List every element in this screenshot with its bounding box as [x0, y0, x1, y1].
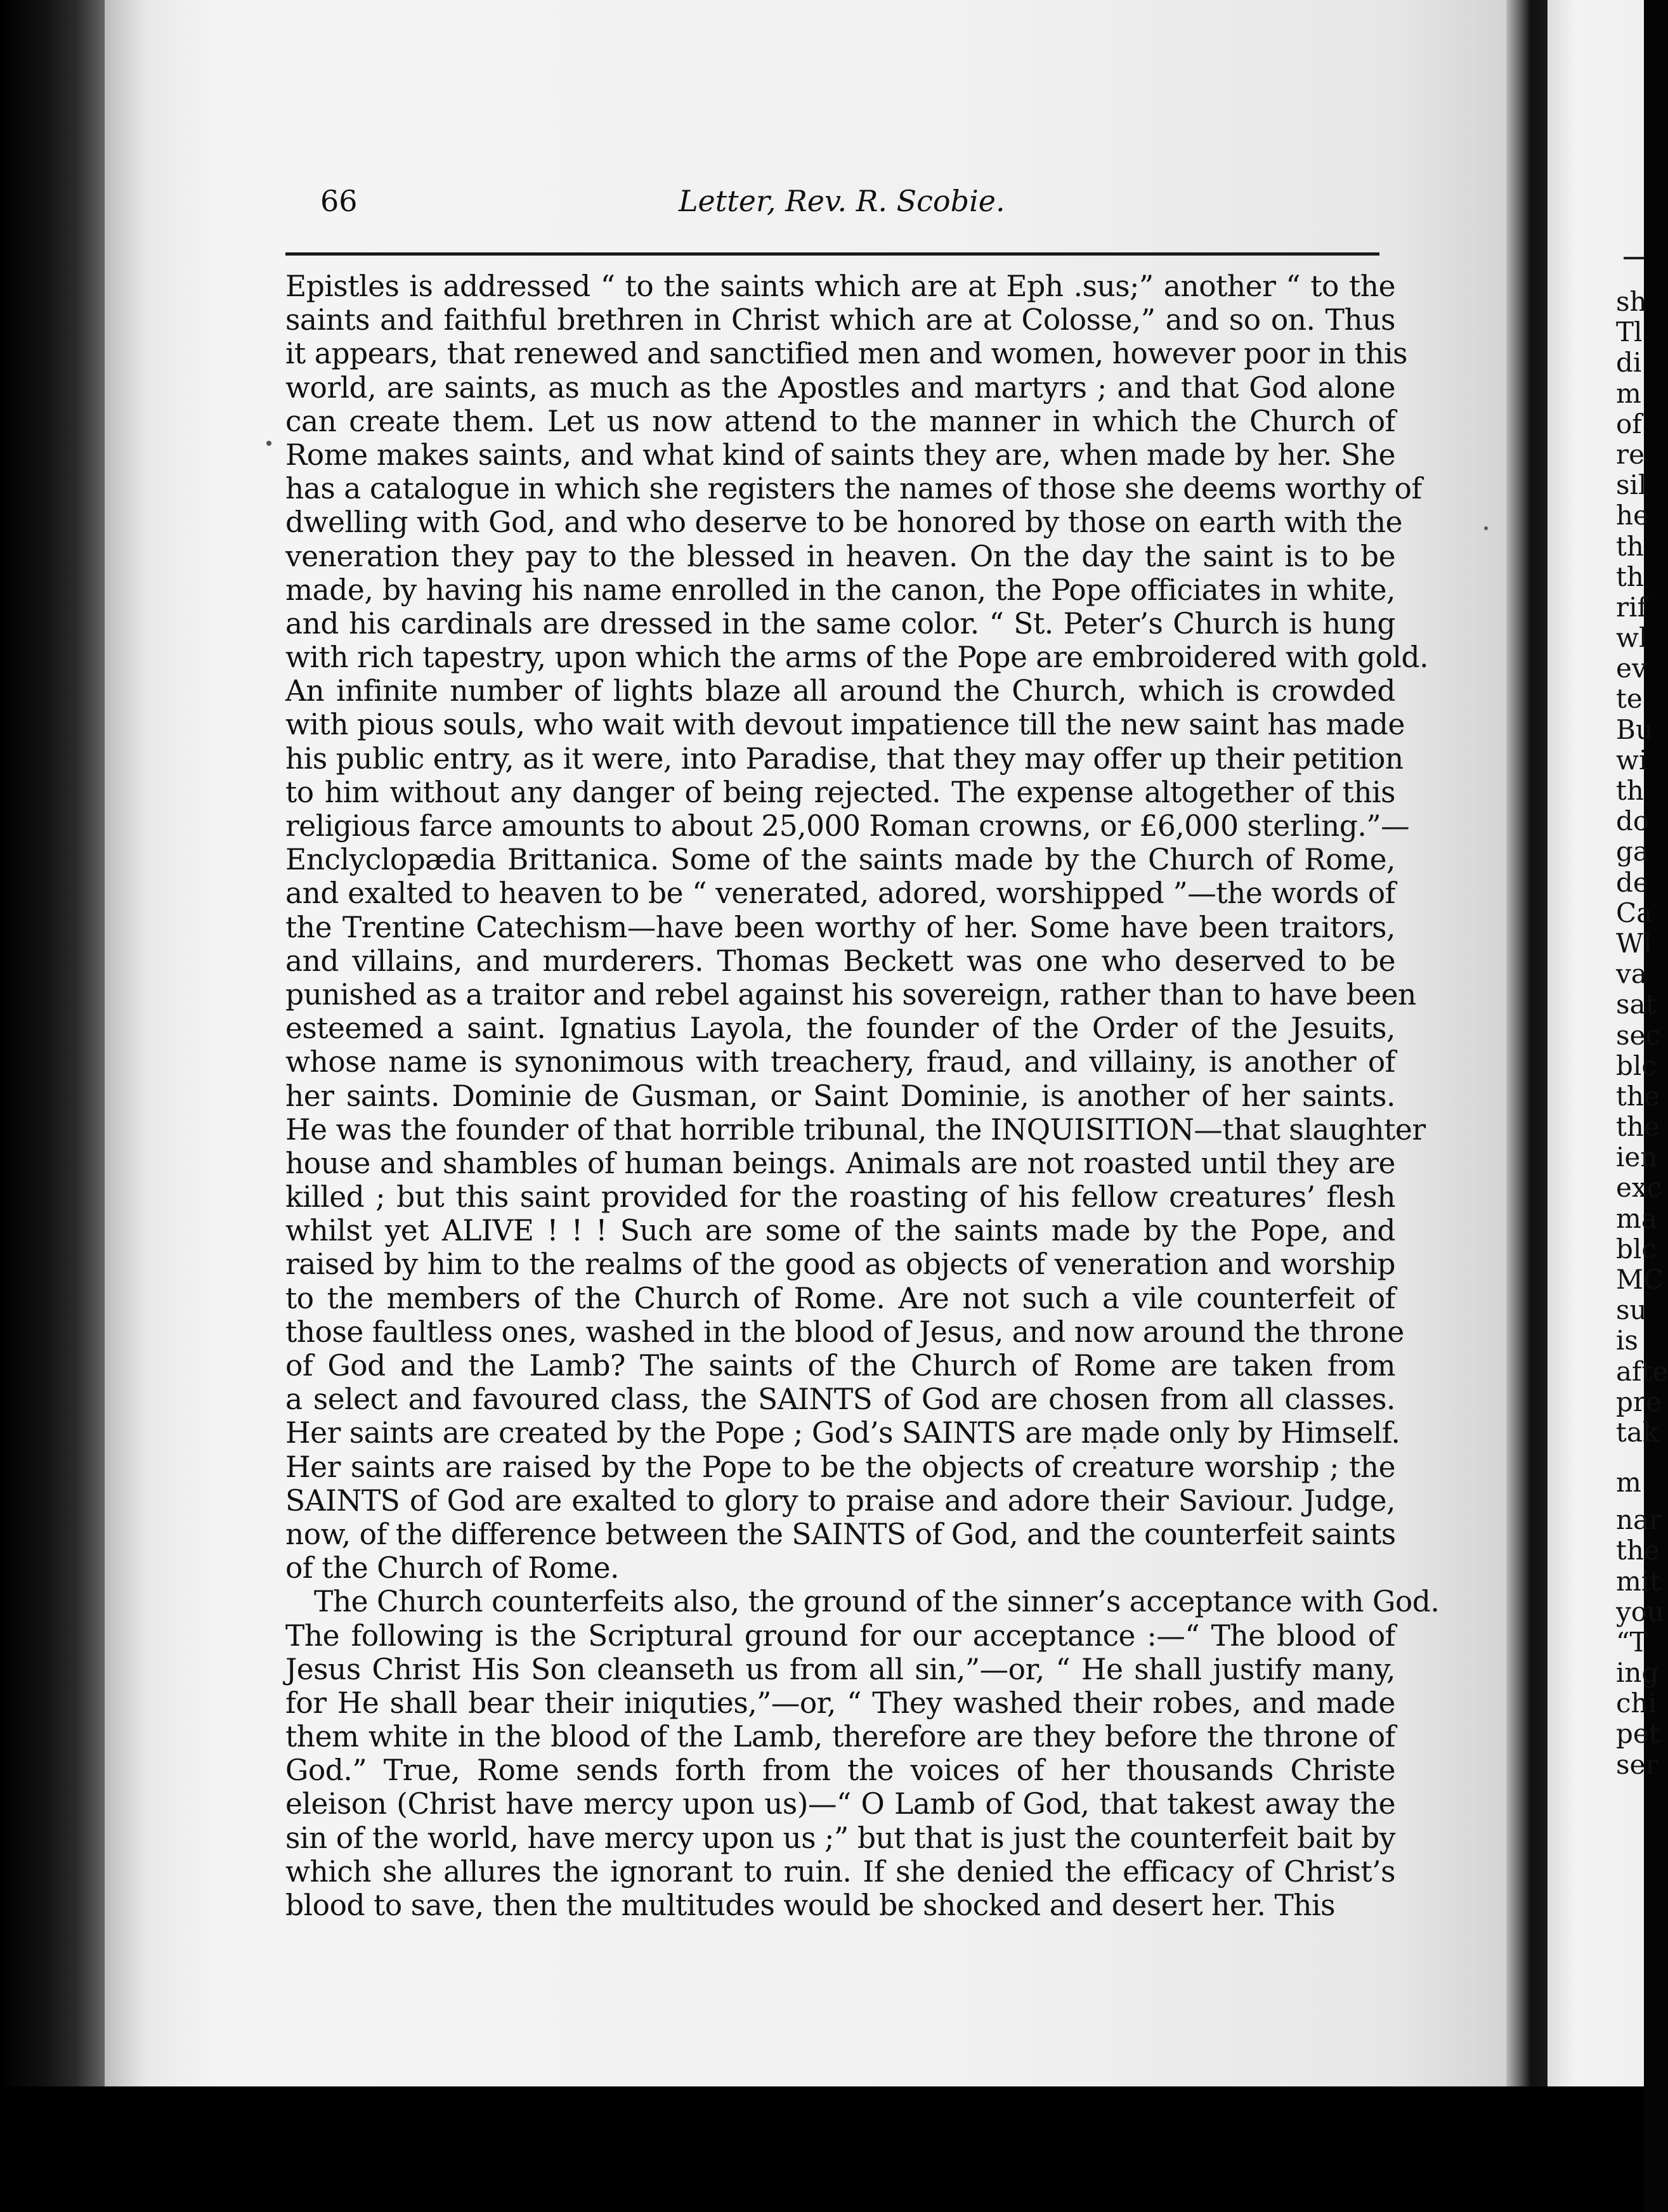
text-line: it appears, that renewed and sanctified men and women, however poor in this [285, 337, 1407, 371]
text-line: Enclyclopædia Brittanica. Some of the saints made by the Church of Rome, [285, 843, 1395, 877]
text-line: and exalted to heaven to be “ venerated, adored, worshipped ”—the words of [285, 876, 1395, 911]
facing-page-line: pre [1616, 1386, 1662, 1417]
text-line: them white in the blood of the Lamb, therefore are they before the throne of [285, 1720, 1395, 1754]
text-line: Epistles is addressed “ to the saints which are at Eph .sus;” another “ to the [285, 270, 1395, 303]
facing-page-line: de [1616, 866, 1649, 898]
facing-page-line: you [1616, 1596, 1665, 1627]
text-line: raised by him to the realms of the good as objects of veneration and worship [285, 1247, 1395, 1282]
text-line: which she allures the ignorant to ruin. If she denied the efficacy of Christ’s [285, 1854, 1395, 1889]
facing-page-line: afte [1616, 1355, 1668, 1387]
text-line: An infinite number of lights blaze all around the Church, which is crowded [285, 674, 1395, 708]
page-number: 66 [320, 184, 358, 218]
book-binding-gutter [1506, 0, 1551, 2086]
text-line: world, are saints, as much as the Apostles and martyrs ; and that God alone [285, 370, 1395, 405]
book-edge-shadow [0, 0, 108, 2212]
text-line: punished as a traitor and rebel against his sovereign, rather than to have been [285, 977, 1416, 1012]
text-line: blood to save, then the multitudes would be shocked and desert her. This [285, 1889, 1336, 1922]
text-line: dwelling with God, and who deserve to be honored by those on earth with the [285, 505, 1403, 540]
text-line: The Church counterfeits also, the ground of the sinner’s acceptance with God. [314, 1585, 1440, 1619]
facing-page-line: blc [1616, 1050, 1657, 1081]
facing-page-line: Wl [1616, 927, 1652, 959]
text-line: of God and the Lamb? The saints of the Church of Rome are taken from [285, 1349, 1395, 1382]
text-line: now, of the difference between the SAINTS of God, and the counterfeit saints [285, 1517, 1396, 1551]
text-line: Jesus Christ His Son cleanseth us from all sin,”—or, “ He shall justify many, [285, 1652, 1395, 1686]
ink-speck [266, 441, 271, 446]
facing-page-line: of [1616, 408, 1642, 439]
facing-page-line: exc [1616, 1172, 1662, 1204]
text-line: her saints. Dominie de Gusman, or Saint Dominie, is another of her saints. [285, 1079, 1395, 1113]
facing-page-line: rif [1616, 591, 1648, 623]
facing-page-line: wl [1616, 622, 1648, 654]
facing-page-text [1616, 286, 1668, 1780]
facing-page-line: Ca [1616, 897, 1653, 928]
facing-page-line: va [1616, 958, 1647, 990]
text-line: Her saints are created by the Pope ; God’s SAINTS are made only by Himself. [285, 1416, 1400, 1450]
facing-page-line: tak [1616, 1416, 1659, 1448]
facing-page-line: wi [1616, 744, 1648, 776]
text-line: made, by having his name enrolled in the canon, the Pope officiates in white, [285, 573, 1395, 607]
text-line: eleison (Christ have mercy upon us)—“ O Lamb of God, that takest away the [285, 1787, 1395, 1821]
facing-page-line: di [1616, 347, 1642, 379]
text-line: his public entry, as it were, into Paradise, that they may offer up their petition [285, 741, 1404, 776]
facing-page-line: ma [1616, 1202, 1657, 1234]
facing-page-line: ev [1616, 653, 1647, 684]
text-line: for He shall bear their iniquties,”—or, “ They washed their robes, and made [285, 1686, 1395, 1720]
text-line: and his cardinals are dressed in the same color. “ St. Peter’s Church is hung [285, 606, 1395, 641]
facing-page-line: sat [1616, 989, 1657, 1020]
scan-bottom-border [0, 2086, 1644, 2212]
facing-page-line: m [1616, 1467, 1641, 1499]
text-line: a select and favoured class, the SAINTS of God are chosen from all classes. [285, 1382, 1395, 1417]
text-line: religious farce amounts to about 25,000 Roman crowns, or £6,000 sterling.”— [285, 809, 1410, 843]
text-line: of the Church of Rome. [285, 1551, 619, 1585]
facing-page-line: ga [1616, 836, 1649, 868]
facing-page-line: pet [1616, 1718, 1660, 1750]
facing-page-line: the [1616, 1111, 1660, 1143]
facing-page-line: Tl [1616, 316, 1643, 348]
facing-page-rule [1624, 257, 1644, 259]
text-line: veneration they pay to the blessed in heaven. On the day the saint is to be [285, 539, 1395, 573]
text-line: with rich tapestry, upon which the arms of the Pope are embroidered with gold. [285, 641, 1429, 675]
text-line: He was the founder of that horrible tribunal, the INQUISITION—that slaughter [285, 1112, 1426, 1147]
text-line: and villains, and murderers. Thomas Beckett was one who deserved to be [285, 944, 1395, 978]
facing-page-line: su [1616, 1294, 1647, 1326]
facing-page-line: th [1616, 530, 1644, 562]
text-line: whilst yet ALIVE ! ! ! Such are some of the saints made by the Pope, and [285, 1214, 1395, 1248]
text-line: Her saints are raised by the Pope to be the objects of creature worship ; the [285, 1450, 1395, 1484]
facing-page-line: ing [1616, 1657, 1659, 1689]
text-line: the Trentine Catechism—have been worthy of her. Some have been traitors, [285, 910, 1395, 944]
facing-page-line: sec [1616, 1019, 1660, 1051]
facing-page-line: “T [1616, 1626, 1648, 1658]
facing-page-line: ser [1616, 1748, 1658, 1780]
facing-page-line: MC [1616, 1264, 1664, 1295]
text-line: house and shambles of human beings. Animals are not roasted until they are [285, 1146, 1395, 1180]
text-line: can create them. Let us now attend to the manner in which the Church of [285, 404, 1395, 438]
facing-page-line: the [1616, 1080, 1660, 1112]
text-line: God.” True, Rome sends forth from the voices of her thousands Christe [285, 1753, 1395, 1788]
text-line: whose name is synonimous with treachery, fraud, and villainy, is another of [285, 1045, 1395, 1079]
text-line: those faultless ones, washed in the blood of Jesus, and now around the throne [285, 1315, 1404, 1349]
facing-page-line: blc [1616, 1233, 1657, 1265]
facing-page-line: he [1616, 500, 1649, 531]
facing-page-line: ien [1616, 1142, 1658, 1173]
text-line: to the members of the Church of Rome. Are not such a vile counterfeit of [285, 1281, 1395, 1315]
facing-page-line: th [1616, 775, 1644, 806]
facing-page-line: Bu [1616, 713, 1653, 745]
facing-page-line: chi [1616, 1688, 1657, 1719]
facing-page-line: is [1616, 1325, 1638, 1356]
text-line: with pious souls, who wait with devout impatience till the new saint has made [285, 708, 1405, 742]
header-rule [285, 252, 1379, 256]
facing-page-line: th [1616, 561, 1644, 592]
text-line: SAINTS of God are exalted to glory to praise and adore their Saviour. Judge, [285, 1483, 1395, 1518]
facing-page-line: te [1616, 683, 1643, 715]
facing-page-line: sh [1616, 286, 1647, 317]
facing-page-line: do [1616, 805, 1650, 837]
facing-page-line: sil [1616, 469, 1647, 501]
text-line: killed ; but this saint provided for the roasting of his fellow creatures’ flesh [285, 1180, 1395, 1214]
text-line: Rome makes saints, and what kind of saints they are, when made by her. She [285, 438, 1395, 472]
facing-page-line: nar [1616, 1504, 1662, 1536]
facing-page-line: re [1616, 438, 1645, 470]
facing-page-line: mit [1616, 1565, 1661, 1597]
facing-page-line: m [1616, 377, 1641, 409]
body-text [285, 270, 1440, 1922]
text-line: has a catalogue in which she registers the names of those she deems worthy of [285, 472, 1422, 506]
facing-page-line: the [1616, 1535, 1660, 1566]
text-line: esteemed a saint. Ignatius Layola, the founder of the Order of the Jesuits, [285, 1012, 1395, 1046]
text-line: sin of the world, have mercy upon us ;” but that is just the counterfeit bait by [285, 1821, 1395, 1855]
text-line: to him without any danger of being rejected. The expense altogether of this [285, 775, 1395, 809]
text-line: saints and faithful brethren in Christ which are at Colosse,” and so on. Thus [285, 303, 1395, 337]
text-line: The following is the Scriptural ground for our acceptance :—“ The blood of [285, 1618, 1395, 1653]
running-head: Letter, Rev. R. Scobie. [679, 184, 1005, 218]
ink-speck [1484, 526, 1488, 530]
